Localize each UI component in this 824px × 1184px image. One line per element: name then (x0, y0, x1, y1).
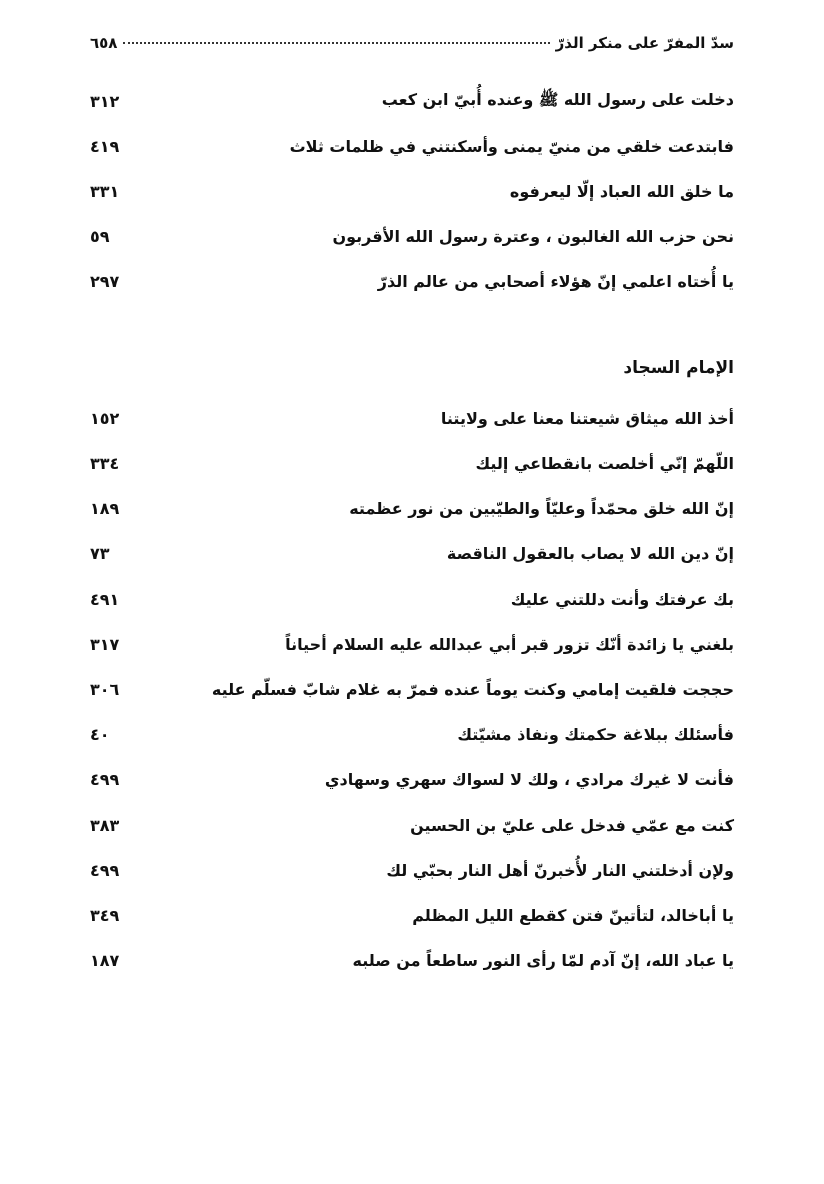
entry-text: إنّ الله خلق محمّداً وعليّاً والطيّبين من نور عظمته (349, 498, 734, 518)
index-entry (90, 266, 734, 296)
index-entry (90, 810, 734, 840)
leader-dots (123, 42, 549, 44)
index-entry (90, 538, 734, 568)
entry-page: ٣١٢ (90, 91, 120, 111)
running-header (90, 34, 734, 52)
book-title: سدّ المفرّ على منكر الذرّ (555, 34, 734, 52)
entry-text: فأنت لا غيرك مرادي ، ولك لا لسواك سهري وسهادي (324, 769, 734, 789)
entry-page: ٤٩١ (90, 589, 120, 609)
entry-text: كنت مع عمّي فدخل على عليّ بن الحسين (410, 815, 734, 835)
entry-text: اللّهمّ إنّي أخلصت بانقطاعي إليك (475, 453, 734, 473)
index-entry (90, 900, 734, 930)
entry-text: نحن حزب الله الغالبون ، وعترة رسول الله الأقربون (332, 226, 734, 246)
entry-page: ٧٣ (90, 543, 110, 563)
entry-page: ٤٠ (90, 724, 110, 744)
entry-text: يا أباخالد، لتأتينّ فتن كقطع الليل المظلم (412, 905, 734, 925)
page-number: ٦٥٨ (90, 34, 118, 52)
index-entry (90, 448, 734, 478)
entry-page: ٤٩٩ (90, 769, 120, 789)
index-entry (90, 493, 734, 523)
index-entry (90, 719, 734, 749)
entry-text: فأسئلك ببلاغة حكمتك ونفاذ مشيّتك (457, 724, 734, 744)
entry-page: ٣٤٩ (90, 905, 120, 925)
index-entry (90, 86, 734, 116)
entry-text: يا عباد الله، إنّ آدم لمّا رأى النور ساطعاً من صلبه (352, 950, 734, 970)
entry-page: ٢٩٧ (90, 271, 120, 291)
section-heading: الإمام السجاد (623, 358, 734, 378)
entry-text: ولإن أدخلتني النار لأُخبرنّ أهل النار بحبّي لك (386, 860, 734, 880)
entry-page: ٣٣١ (90, 181, 120, 201)
entry-text: حججت فلقيت إمامي وكنت يوماً عنده فمرّ به غلام شابّ فسلّم عليه (211, 679, 734, 699)
entry-text: دخلت على رسول الله ﷺ وعنده أُبيّ ابن كعب (381, 89, 734, 109)
entry-page: ٣٨٣ (90, 815, 120, 835)
entry-text: ما خلق الله العباد إلّا ليعرفوه (509, 181, 734, 201)
index-entry (90, 176, 734, 206)
entry-text: إنّ دين الله لا يصاب بالعقول الناقصة (446, 543, 734, 563)
index-entry (90, 584, 734, 614)
entry-text: بك عرفتك وأنت دللتني عليك (510, 589, 734, 609)
index-entry (90, 855, 734, 885)
index-entry (90, 403, 734, 433)
entry-text: يا أُختاه اعلمي إنّ هؤلاء أصحابي من عالم الذرّ (377, 271, 734, 291)
index-entry (90, 764, 734, 794)
index-entry (90, 221, 734, 251)
entry-text: بلغني يا زائدة أنّك تزور قبر أبي عبدالله عليه السلام أحياناً (285, 634, 734, 654)
entry-text: أخذ الله ميثاق شيعتنا معنا على ولايتنا (440, 408, 734, 428)
entry-page: ٣٣٤ (90, 453, 120, 473)
entry-page: ٤١٩ (90, 136, 120, 156)
entry-page: ٣٠٦ (90, 679, 120, 699)
entry-page: ١٨٩ (90, 498, 120, 518)
index-entry (90, 674, 734, 704)
entry-page: ٥٩ (90, 226, 110, 246)
entry-page: ٣١٧ (90, 634, 120, 654)
index-entry (90, 945, 734, 975)
entry-page: ٤٩٩ (90, 860, 120, 880)
entry-page: ١٥٢ (90, 408, 120, 428)
index-entry (90, 629, 734, 659)
entry-text: فابتدعت خلقي من منيّ يمنى وأسكنتني في ظلمات ثلاث (289, 136, 734, 156)
index-entry (90, 131, 734, 161)
entry-page: ١٨٧ (90, 950, 120, 970)
